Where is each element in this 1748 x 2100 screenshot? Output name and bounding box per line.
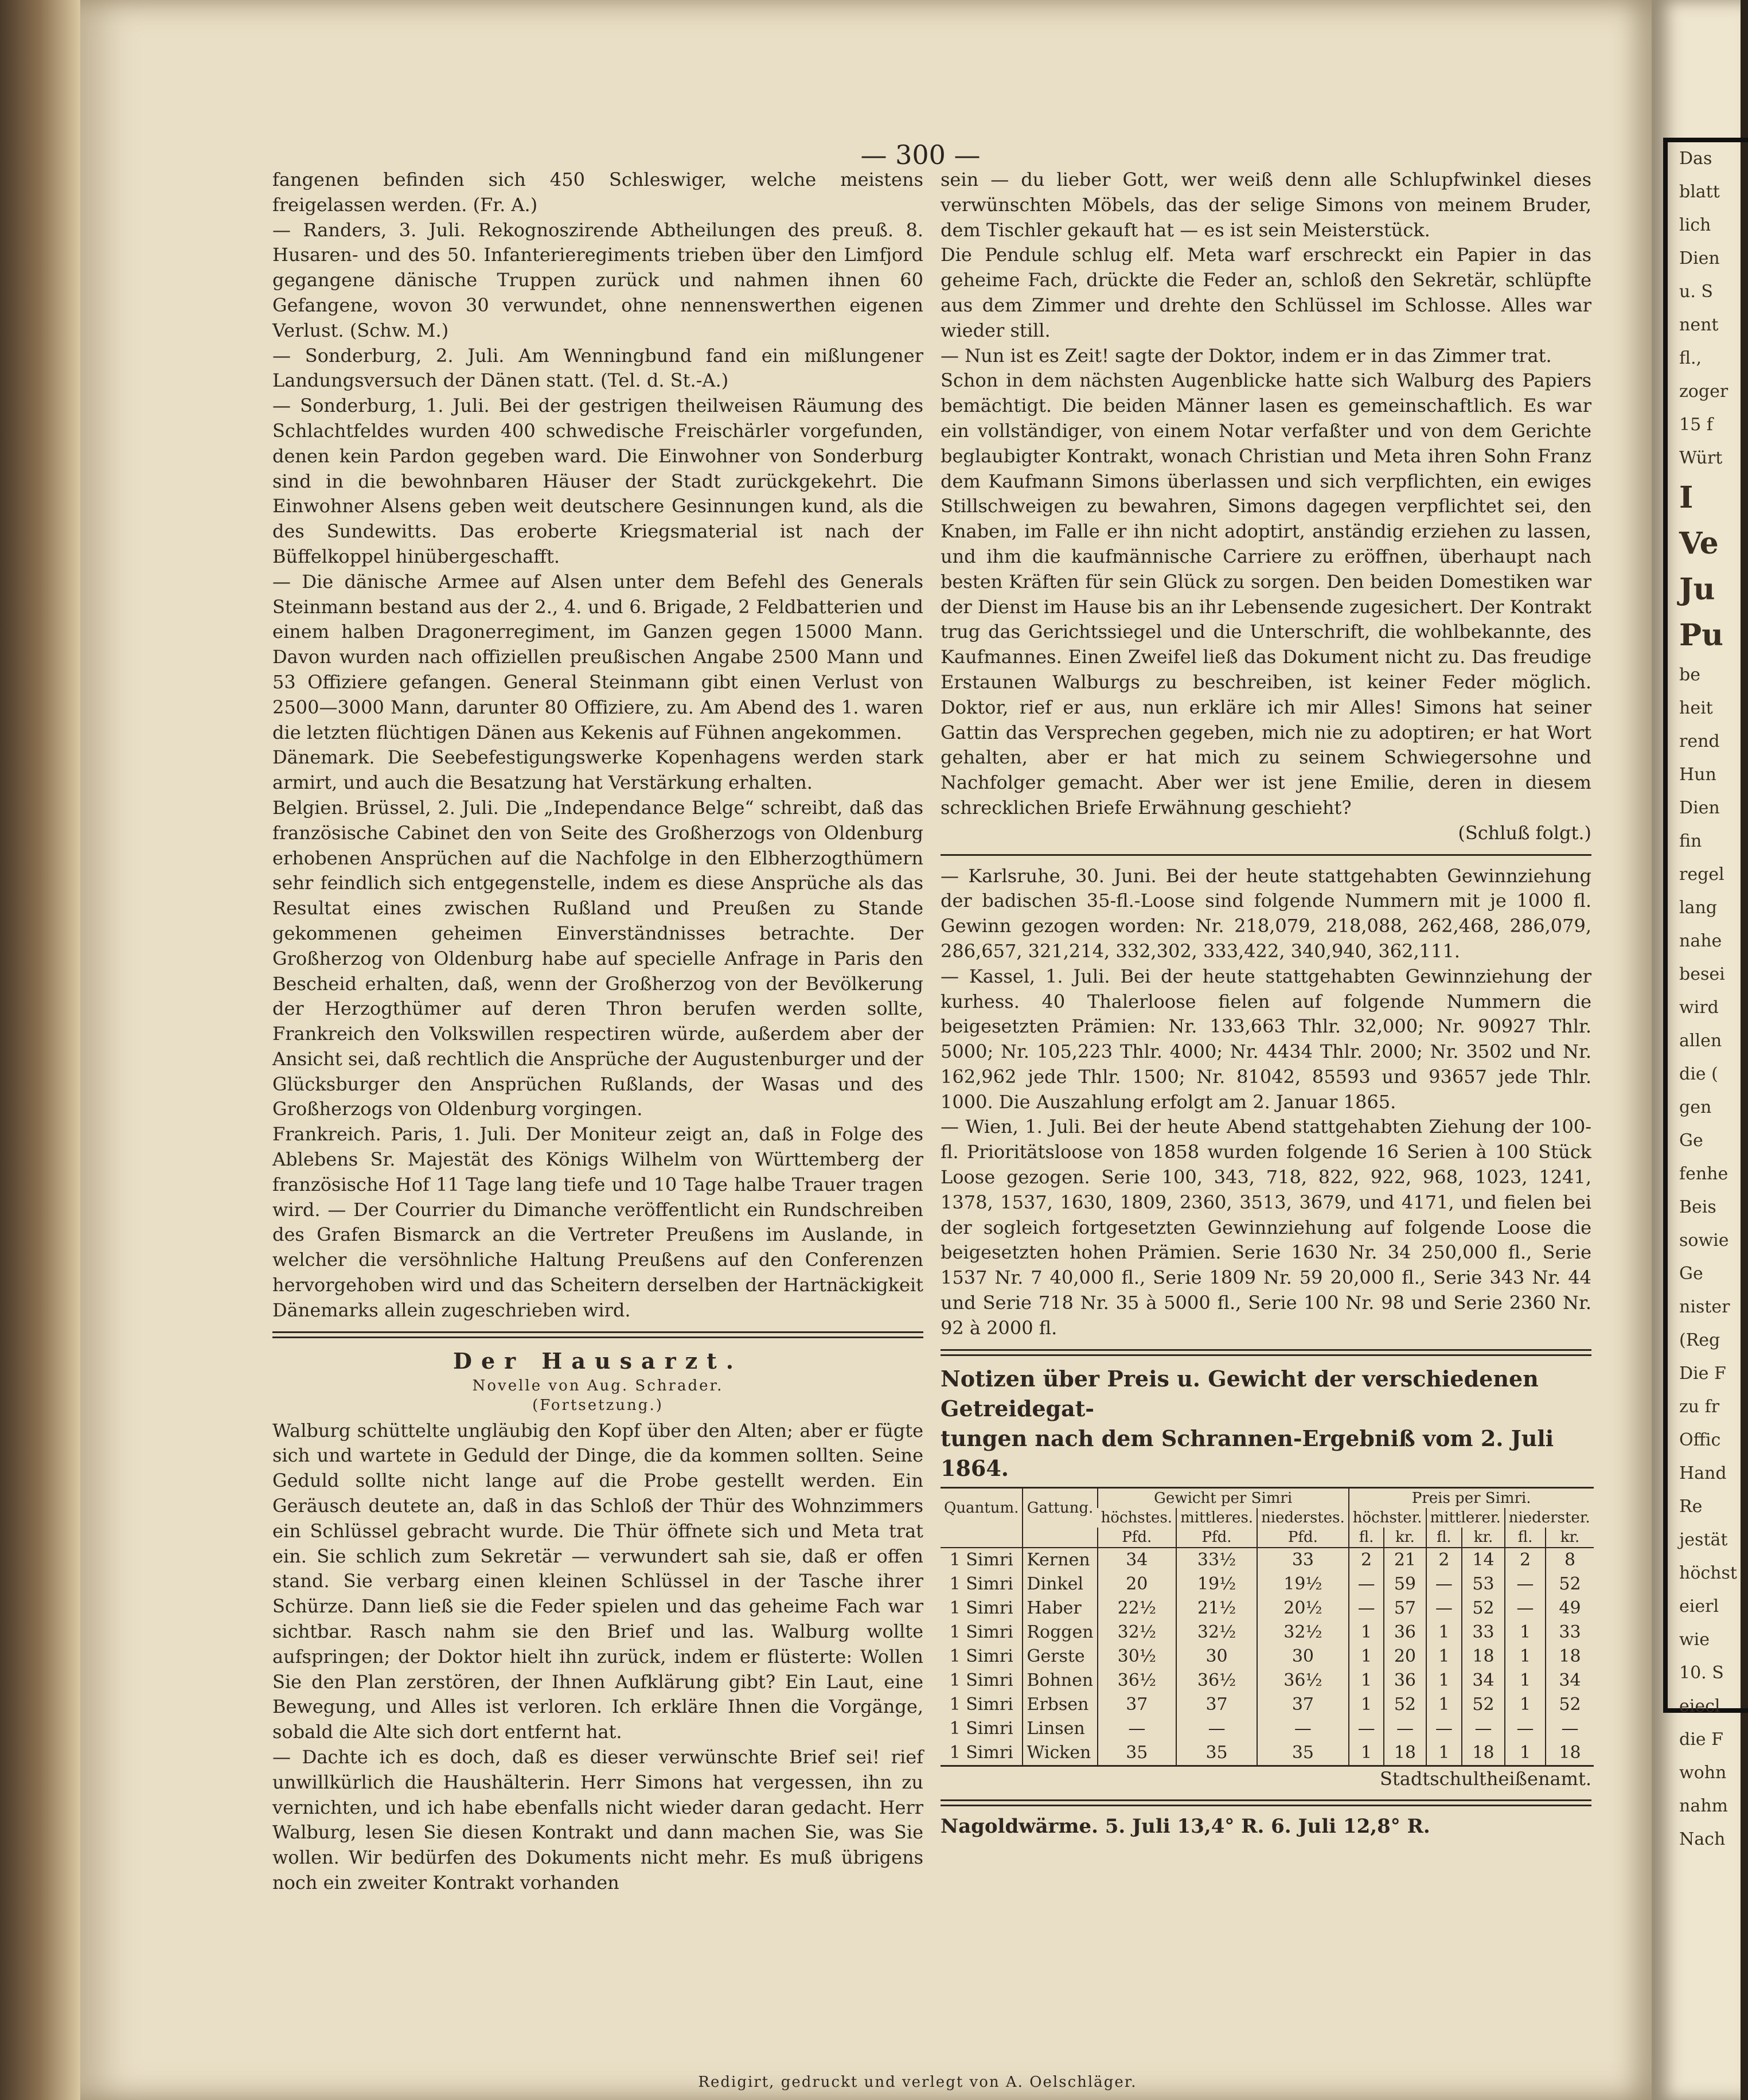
table-cell: 1 bbox=[1426, 1620, 1462, 1645]
table-cell: 1 Simri bbox=[949, 1694, 1013, 1715]
grain-table-title bbox=[941, 1364, 1591, 1483]
story-header bbox=[272, 1346, 923, 1415]
col-header-weight-min: niederstes. bbox=[1257, 1508, 1349, 1528]
table-cell: 35 bbox=[1098, 1741, 1177, 1766]
table-cell: — bbox=[1426, 1717, 1462, 1741]
article-daenemark: Dänemark. Die Seebefestigungswerke Kopenhagens werden stark armirt, und auch die Besatzung hat Verstärkung erhalten. bbox=[272, 746, 923, 794]
table-cell: 57 bbox=[1384, 1596, 1426, 1620]
table-cell: 49 bbox=[1546, 1596, 1593, 1620]
fragment-line: Dien bbox=[1679, 248, 1720, 268]
table-cell: 30 bbox=[1257, 1645, 1349, 1669]
table-row bbox=[941, 1669, 1594, 1693]
unit-kr: kr. bbox=[1384, 1528, 1426, 1548]
table-cell: 52 bbox=[1462, 1596, 1504, 1620]
table-cell: 52 bbox=[1384, 1693, 1426, 1717]
table-cell: Kernen bbox=[1023, 1548, 1097, 1572]
table-cell: 1 bbox=[1349, 1620, 1384, 1645]
article-frankreich: Frankreich. Paris, 1. Juli. Der Moniteur zeigt an, daß in Folge des Ablebens Sr. Majestät des Königs Wilhelm von Württemberg der französische Hof 11 Tage lang tiefe und 10 Tage halbe Trauer tragen wird. — Der Courrier du Dimanche veröffentlicht ein Rundschreiben des Grafen Bismarck an die Vertreter Preußens im Auslande, in welcher die versöhnliche Haltung Preußens auf den Conferenzen hervorgehoben wird und das Scheitern derselben der Hartnäckigkeit Dänemarks allein zugeschrieben wird. bbox=[272, 1123, 923, 1321]
table-cell: 36 bbox=[1384, 1620, 1426, 1645]
table-cell: 19½ bbox=[1257, 1572, 1349, 1596]
table-cell: 1 Simri bbox=[949, 1598, 1013, 1618]
table-cell: 1 bbox=[1349, 1693, 1384, 1717]
table-cell: 36 bbox=[1384, 1669, 1426, 1693]
col-header-price-min: niederster. bbox=[1505, 1508, 1594, 1528]
table-cell: 1 bbox=[1505, 1741, 1546, 1766]
fragment-line: Hand bbox=[1679, 1463, 1727, 1483]
fragment-line: die ( bbox=[1679, 1064, 1718, 1084]
table-cell: Haber bbox=[1023, 1596, 1097, 1620]
fragment-line: fl., bbox=[1679, 348, 1702, 368]
table-cell: 1 Simri bbox=[949, 1646, 1013, 1666]
grain-price-table bbox=[941, 1487, 1594, 1767]
unit-kr: kr. bbox=[1546, 1528, 1593, 1548]
unit-pfd: Pfd. bbox=[1257, 1528, 1349, 1548]
fragment-line: zu fr bbox=[1679, 1397, 1720, 1417]
col-header-gewicht: Gewicht per Simri bbox=[1098, 1487, 1349, 1508]
fragment-line: blatt bbox=[1679, 182, 1720, 202]
fragment-line: nister bbox=[1679, 1297, 1730, 1317]
table-cell: — bbox=[1505, 1572, 1546, 1596]
table-row bbox=[941, 1572, 1594, 1596]
table-cell: 14 bbox=[1462, 1548, 1504, 1572]
table-cell: 33 bbox=[1257, 1548, 1349, 1572]
table-cell: 1 bbox=[1349, 1741, 1384, 1766]
table-cell: 19½ bbox=[1176, 1572, 1257, 1596]
fragment-line: fenhe bbox=[1679, 1164, 1729, 1184]
fragment-line: sowie bbox=[1679, 1230, 1729, 1250]
adjacent-page-fragment bbox=[1663, 138, 1748, 1849]
unit-pfd: Pfd. bbox=[1098, 1528, 1177, 1548]
story-paragraph: — Dachte ich es doch, daß es dieser verwünschte Brief sei! rief unwillkürlich die Haushälterin. Herr Simons hat vergessen, ihn zu vernichten, und ich habe ebenfalls nicht wieder daran gedacht. Herr Walburg, lesen Sie diesen Kontrakt und dann machen Sie, was Sie wollen. Wir bedürfen des Dokuments nicht mehr. Es muß übrigens noch ein zweiter Kontrakt vorhanden bbox=[272, 1746, 923, 1893]
table-cell: 1 bbox=[1505, 1620, 1546, 1645]
table-cell: — bbox=[1349, 1717, 1384, 1741]
fragment-line: Hun bbox=[1679, 765, 1716, 785]
table-row bbox=[941, 1741, 1594, 1766]
fragment-line: höchst bbox=[1679, 1563, 1737, 1583]
table-cell: 1 Simri bbox=[949, 1573, 1013, 1594]
fragment-line: Nach bbox=[1679, 1829, 1726, 1849]
fragment-line: Offic bbox=[1679, 1430, 1721, 1450]
table-cell: 21½ bbox=[1176, 1596, 1257, 1620]
table-cell: 1 bbox=[1349, 1669, 1384, 1693]
fragment-line: jestät bbox=[1679, 1530, 1728, 1550]
fragment-line: Ge bbox=[1679, 1131, 1703, 1151]
table-cell: 37 bbox=[1098, 1693, 1177, 1717]
unit-pfd: Pfd. bbox=[1176, 1528, 1257, 1548]
fragment-line: Ju bbox=[1679, 572, 1715, 607]
col-header-gattung: Gattung. bbox=[1023, 1487, 1097, 1528]
table-cell: 18 bbox=[1462, 1645, 1504, 1669]
unit-fl: fl. bbox=[1505, 1528, 1546, 1548]
table-cell: 20 bbox=[1384, 1645, 1426, 1669]
col-header-weight-max: höchstes. bbox=[1101, 1509, 1173, 1526]
table-cell: 52 bbox=[1462, 1693, 1504, 1717]
fragment-line: regel bbox=[1679, 864, 1724, 885]
fragment-line: die F bbox=[1679, 1729, 1723, 1750]
table-row bbox=[941, 1548, 1594, 1572]
table-cell: 1 bbox=[1505, 1669, 1546, 1693]
right-column bbox=[941, 167, 1591, 1840]
article-sonderburg-1: — Sonderburg, 1. Juli. Bei der gestrigen theilweisen Räumung des Schlachtfeldes wurden 400 schwedische Freischärler vorgefunden, denen kein Pardon gegeben ward. Die Einwohner von Sonderburg sind in die bewohnbaren Häuser der Stadt zurückgekehrt. Die Einwohner Alsens geben weit deutschere Gesinnungen kund, als die des Sundewitts. Das eroberte Kriegsmaterial ist nach der Büffelkoppel hinübergeschafft. bbox=[272, 395, 923, 567]
table-cell: 22½ bbox=[1098, 1596, 1177, 1620]
story-continuation: (Fortsetzung.) bbox=[532, 1396, 664, 1414]
table-cell: 2 bbox=[1505, 1548, 1546, 1572]
story-to-be-continued: (Schluß folgt.) bbox=[1458, 821, 1591, 844]
story-paragraph: Walburg schüttelte ungläubig den Kopf über den Alten; aber er fügte sich und wartete in Geduld der Dinge, die da kommen sollten. Seine Geduld sollte nicht lange auf die Probe gestellt werden. Ein Geräusch deutete an, daß in das Schloß der Thür des Wohnzimmers ein Schlüssel gebracht wurde. Die Thür öffnete sich und Meta trat ein. Sie schlich zum Sekretär — verwundert sah sie, daß er offen stand. Sie verbarg einen kleinen Schlüssel in der Tasche ihrer Schürze. Dann ließ sie die Feder spielen und das geheime Fach war sichtbar. Rasch nahm sie den Brief und las. Walburg wollte aufspringen; der Doktor hielt ihn zurück, indem er flüsterte: Wollen Sie den Plan zerstören, der Ihnen Aufklärung gibt? Ein Laut, eine Bewegung, und Alles ist verloren. Ich erkläre Ihnen die Vorgänge, sobald die Alte sich dort entfernt hat. bbox=[272, 1419, 923, 1743]
fragment-line: gen bbox=[1679, 1097, 1712, 1117]
table-cell: 34 bbox=[1098, 1548, 1177, 1572]
table-cell: 30 bbox=[1176, 1645, 1257, 1669]
table-cell: 20 bbox=[1098, 1572, 1177, 1596]
imprint-footer: Redigirt, gedruckt und verlegt von A. Oelschläger. bbox=[698, 2074, 1137, 2091]
left-column bbox=[272, 167, 923, 1896]
table-cell: 33½ bbox=[1176, 1548, 1257, 1572]
grain-table-body bbox=[941, 1548, 1594, 1766]
section-divider bbox=[272, 1331, 923, 1338]
table-cell: 34 bbox=[1462, 1669, 1504, 1693]
section-divider bbox=[941, 854, 1591, 856]
section-divider bbox=[941, 1799, 1591, 1806]
table-cell: Erbsen bbox=[1023, 1693, 1097, 1717]
table-row bbox=[941, 1645, 1594, 1669]
grain-table-title-line: tungen nach dem Schrannen-Ergebniß vom 2. Juli 1864. bbox=[941, 1425, 1554, 1481]
table-cell: — bbox=[1426, 1572, 1462, 1596]
table-cell: 1 Simri bbox=[949, 1622, 1013, 1642]
table-cell: 2 bbox=[1426, 1548, 1462, 1572]
col-header-price-mid: mittlerer. bbox=[1426, 1508, 1505, 1528]
table-cell: 35 bbox=[1176, 1741, 1257, 1766]
table-cell: 35 bbox=[1257, 1741, 1349, 1766]
fragment-line: besei bbox=[1679, 964, 1725, 984]
table-cell: 37 bbox=[1257, 1693, 1349, 1717]
unit-spacer bbox=[941, 1528, 1023, 1548]
fragment-line: lich bbox=[1679, 215, 1711, 235]
table-cell: — bbox=[1505, 1717, 1546, 1741]
fragment-line: 10. S bbox=[1679, 1663, 1724, 1683]
table-cell: 59 bbox=[1384, 1572, 1426, 1596]
fragment-line: allen bbox=[1679, 1031, 1722, 1051]
table-cell: 1 bbox=[1426, 1693, 1462, 1717]
table-cell: — bbox=[1349, 1596, 1384, 1620]
fragment-line: heit bbox=[1679, 698, 1713, 718]
fragment-line: Pu bbox=[1679, 618, 1723, 653]
table-cell: — bbox=[1546, 1717, 1593, 1741]
unit-fl: fl. bbox=[1349, 1528, 1384, 1548]
table-cell: 32½ bbox=[1098, 1620, 1177, 1645]
table-cell: 32½ bbox=[1176, 1620, 1257, 1645]
fragment-line: be bbox=[1679, 665, 1700, 685]
story-title: Der Hausarzt. bbox=[453, 1347, 743, 1374]
page-number: — 300 — bbox=[860, 139, 981, 170]
fragment-line: Re bbox=[1679, 1497, 1703, 1517]
col-header-preis: Preis per Simri. bbox=[1349, 1487, 1594, 1508]
table-cell: 33 bbox=[1546, 1620, 1593, 1645]
fragment-line: (Reg bbox=[1679, 1330, 1720, 1350]
fragment-line: 15 f bbox=[1679, 415, 1713, 435]
unit-spacer bbox=[1023, 1528, 1097, 1548]
table-row bbox=[941, 1596, 1594, 1620]
article-belgien: Belgien. Brüssel, 2. Juli. Die „Independance Belge“ schreibt, daß das französische Cabinet den von Seite des Großherzogs von Oldenburg erhobenen Ansprüchen auf die Nachfolge in den Elbherzogthümern sehr feindlich sich entgegenstelle, indem es diese Ansprüche als das Resultat eines zwischen Rußland und Preußen zu Stande gekommenen geheimen Einverständnisses betrachte. Der Großherzog von Oldenburg habe auf specielle Anfrage in Paris den Bescheid erhalten, daß, wenn der Großherzog von der Bevölkerung der Herzogthümer auf deren Thron berufen werden sollte, Frankreich den Volkswillen respectiren würde, außerdem aber der Ansicht sei, daß rechtlich die Ansprüche der Augustenburger und der Glücksburger den Ansprüchen Rußlands, der Wasas und des Großherzogs von Oldenburg vorgingen. bbox=[272, 796, 923, 1120]
table-cell: 33 bbox=[1462, 1620, 1504, 1645]
table-cell: 20½ bbox=[1257, 1596, 1349, 1620]
table-cell: Dinkel bbox=[1023, 1572, 1097, 1596]
table-cell: 1 Simri bbox=[941, 1741, 1023, 1766]
fragment-line: I bbox=[1679, 480, 1694, 515]
table-cell: Linsen bbox=[1023, 1717, 1097, 1741]
authority-signature: Stadtschultheißenamt. bbox=[1379, 1767, 1591, 1790]
table-cell: Wicken bbox=[1023, 1741, 1097, 1766]
table-cell: — bbox=[1257, 1717, 1349, 1741]
river-temperature: Nagoldwärme. 5. Juli 13,4° R. 6. Juli 12,8° R. bbox=[941, 1815, 1430, 1838]
table-cell: 30½ bbox=[1098, 1645, 1177, 1669]
story-paragraph: sein — du lieber Gott, wer weiß denn alle Schlupfwinkel dieses verwünschten Möbels, das der selige Simons von meinem Bruder, dem Tischler gekauft hat — es ist sein Meisterstück. bbox=[941, 169, 1591, 241]
fragment-line: nahe bbox=[1679, 931, 1722, 951]
fragment-line: u. S bbox=[1679, 282, 1713, 302]
col-header-quantum: Quantum. bbox=[941, 1487, 1023, 1528]
table-cell: 18 bbox=[1546, 1741, 1593, 1766]
table-cell: — bbox=[1349, 1572, 1384, 1596]
table-cell: 1 bbox=[1349, 1645, 1384, 1669]
table-cell: — bbox=[1098, 1717, 1177, 1741]
table-cell: 32½ bbox=[1257, 1620, 1349, 1645]
grain-table-title-line: Notizen über Preis u. Gewicht der verschiedenen Getreidegat- bbox=[941, 1365, 1539, 1421]
table-row bbox=[941, 1620, 1594, 1645]
table-cell: Bohnen bbox=[1023, 1669, 1097, 1693]
fragment-line: eierl bbox=[1679, 1596, 1719, 1616]
table-cell: 52 bbox=[1546, 1693, 1593, 1717]
fragment-line: eiecl bbox=[1679, 1696, 1720, 1716]
article-karlsruhe: — Karlsruhe, 30. Juni. Bei der heute stattgehabten Gewinnziehung der badischen 35-fl.-Loose sind folgende Nummern mit je 1000 fl. Gewinn gezogen worden: Nr. 218,079, 218,088, 262,468, 286,079, 286,657, 321,214, 332,302, 333,422, 340,940, 362,111. bbox=[941, 864, 1591, 962]
col-header-price-max: höchster. bbox=[1349, 1508, 1426, 1528]
table-cell: 37 bbox=[1176, 1693, 1257, 1717]
col-header-weight-mid: mittleres. bbox=[1176, 1508, 1257, 1528]
table-cell: 1 bbox=[1426, 1741, 1462, 1766]
table-cell: 34 bbox=[1546, 1669, 1593, 1693]
table-cell: 1 Simri bbox=[949, 1670, 1013, 1690]
fragment-line: Beis bbox=[1679, 1197, 1716, 1217]
table-cell: 1 bbox=[1426, 1669, 1462, 1693]
section-divider bbox=[941, 1349, 1591, 1356]
table-cell: 1 Simri bbox=[949, 1549, 1013, 1570]
table-cell: 1 bbox=[1505, 1645, 1546, 1669]
table-cell: 52 bbox=[1546, 1572, 1593, 1596]
fragment-line: Würt bbox=[1679, 448, 1723, 468]
table-cell: 2 bbox=[1349, 1548, 1384, 1572]
fragment-line: rend bbox=[1679, 731, 1720, 751]
fragment-line: fin bbox=[1679, 831, 1702, 851]
fragment-line: nent bbox=[1679, 315, 1719, 335]
fragment-line: Ge bbox=[1679, 1264, 1703, 1284]
table-cell: 36½ bbox=[1176, 1669, 1257, 1693]
table-cell: Gerste bbox=[1023, 1645, 1097, 1669]
fragment-line: wie bbox=[1679, 1630, 1710, 1650]
table-row bbox=[941, 1717, 1594, 1741]
article-sonderburg-2: — Sonderburg, 2. Juli. Am Wenningbund fand ein mißlungener Landungsversuch der Dänen statt. (Tel. d. St.-A.) bbox=[272, 344, 923, 392]
fragment-line: nahm bbox=[1679, 1796, 1728, 1816]
fragment-line: wird bbox=[1679, 998, 1719, 1018]
table-cell: Roggen bbox=[1023, 1620, 1097, 1645]
table-cell: 36½ bbox=[1257, 1669, 1349, 1693]
article-randers: — Randers, 3. Juli. Rekognoszirende Abtheilungen des preuß. 8. Husaren- und des 50. Infanterieregiments trieben über den Limfjord gegangene dänische Truppen zurück und nahmen ihnen 60 Gefangene, wovon 30 verwundet, ohne nennenswerthen eigenen Verlust. (Schw. M.) bbox=[272, 219, 923, 341]
article-kassel: — Kassel, 1. Juli. Bei der heute stattgehabten Gewinnziehung der kurhess. 40 Thalerloose fielen auf folgende Nummern die beigesetzten Prämien: Nr. 133,663 Thlr. 32,000; Nr. 90927 Thlr. 5000; Nr. 105,223 Thlr. 4000; Nr. 4434 Thlr. 2000; Nr. 3502 und Nr. 162,962 jede Thlr. 1500; Nr. 81042, 85593 und 93657 jede Thlr. 1000. Die Auszahlung erfolgt am 2. Januar 1865. bbox=[941, 965, 1591, 1113]
fragment-line: wohn bbox=[1679, 1763, 1727, 1783]
table-cell: 1 bbox=[1505, 1693, 1546, 1717]
fragment-line: Ve bbox=[1679, 526, 1719, 561]
fragment-line: Die F bbox=[1679, 1363, 1726, 1384]
unit-kr: kr. bbox=[1462, 1528, 1504, 1548]
table-cell: 18 bbox=[1462, 1741, 1504, 1766]
table-cell: 21 bbox=[1384, 1548, 1426, 1572]
table-cell: 18 bbox=[1384, 1741, 1426, 1766]
story-byline: Novelle von Aug. Schrader. bbox=[472, 1377, 724, 1394]
table-cell: — bbox=[1384, 1717, 1426, 1741]
table-cell: — bbox=[1426, 1596, 1462, 1620]
article-wien: — Wien, 1. Juli. Bei der heute Abend stattgehabten Ziehung der 100-fl. Prioritätsloose von 1858 wurden folgende 16 Serien à 100 Stück Loose gezogen. Serie 100, 343, 718, 822, 922, 968, 1023, 1241, 1378, 1537, 1630, 1809, 2360, 3513, 3679, und 4171, und fielen bei der sogleich fortgesetzten Gewinnziehung auf folgende Loose die beigesetzten hohen Prämien. Serie 1630 Nr. 34 250,000 fl., Serie 1537 Nr. 7 40,000 fl., Serie 1809 Nr. 59 20,000 fl., Serie 343 Nr. 44 und Serie 718 Nr. 35 à 5000 fl., Serie 100 Nr. 98 und Serie 2360 Nr. 92 à 2000 fl. bbox=[941, 1116, 1591, 1339]
story-paragraph: — Nun ist es Zeit! sagte der Doktor, indem er in das Zimmer trat. bbox=[941, 344, 1552, 367]
unit-fl: fl. bbox=[1426, 1528, 1462, 1548]
fragment-line: Das bbox=[1679, 149, 1712, 169]
table-row bbox=[941, 1693, 1594, 1717]
table-cell: 18 bbox=[1546, 1645, 1593, 1669]
fragment-line: Dien bbox=[1679, 798, 1720, 818]
table-cell: 36½ bbox=[1098, 1669, 1177, 1693]
story-paragraph: Die Pendule schlug elf. Meta warf erschreckt ein Papier in das geheime Fach, drückte die Feder an, schloß den Sekretär, schlüpfte aus dem Zimmer und drehte den Schlüssel im Schlosse. Alles war wieder still. bbox=[941, 244, 1591, 341]
table-cell: 1 bbox=[1426, 1645, 1462, 1669]
table-cell: 1 Simri bbox=[949, 1718, 1013, 1739]
table-cell: 8 bbox=[1546, 1548, 1593, 1572]
table-cell: — bbox=[1176, 1717, 1257, 1741]
fragment-line: lang bbox=[1679, 898, 1718, 918]
table-cell: 53 bbox=[1462, 1572, 1504, 1596]
table-cell: — bbox=[1505, 1596, 1546, 1620]
fragment-line: zoger bbox=[1679, 381, 1729, 402]
table-cell: — bbox=[1462, 1717, 1504, 1741]
article-paragraph: fangenen befinden sich 450 Schleswiger, welche meistens freigelassen werden. (Fr. A.) bbox=[272, 169, 923, 216]
story-paragraph: Schon in dem nächsten Augenblicke hatte sich Walburg des Papiers bemächtigt. Die beiden Männer lasen es gemeinschaftlich. Es war ein vollständiger, von einem Notar verfaßter und von dem Gerichte beglaubigter Kontrakt, wonach Christian und Meta ihren Sohn Franz dem Kaufmann Simons überlassen und sich verpflichten, ein ewiges Stillschweigen zu bewahren, Simons dagegen verpflichtet sei, den Knaben, im Falle er ihn nicht adoptirt, anständig erziehen zu lassen, und ihm die kaufmännische Carriere zu eröffnen, überhaupt nach besten Kräften für sein Glück zu sorgen. Den beiden Domestiken war der Dienst im Hause bis an ihr Lebensende zugesichert. Der Kontrakt trug das Gerichtssiegel und die Unterschrift, die wohlbekannte, des Kaufmannes. Einen Zweifel ließ das Dokument nicht zu. Das freudige Erstaunen Walburgs zu beschreiben, ist keiner Feder möglich. Doktor, rief er aus, nun erkläre ich mir Alles! Simons hat seiner Gattin das Versprechen gegeben, mich nie zu adoptiren; er hat Wort gehalten, aber er hat mich zu seinem Schwiegersohne und Nachfolger gemacht. Aber wer ist jene Emilie, deren in diesem schrecklichen Briefe Erwähnung geschieht? bbox=[941, 369, 1591, 819]
article-danish-army: — Die dänische Armee auf Alsen unter dem Befehl des Generals Steinmann bestand aus der 2., 4. und 6. Brigade, 2 Feldbatterien und einem halben Dragonerregiment, im Ganzen gegen 15000 Mann. Davon wurden nach offiziellen preußischen Angabe 2500 Mann und 53 Offiziere gefangen. General Steinmann gibt einen Verlust von 2500—3000 Mann, darunter 80 Offiziere, zu. Am Abend des 1. waren die letzten flüchtigen Dänen aus Kekenis auf Fühnen angekommen. bbox=[272, 570, 923, 743]
